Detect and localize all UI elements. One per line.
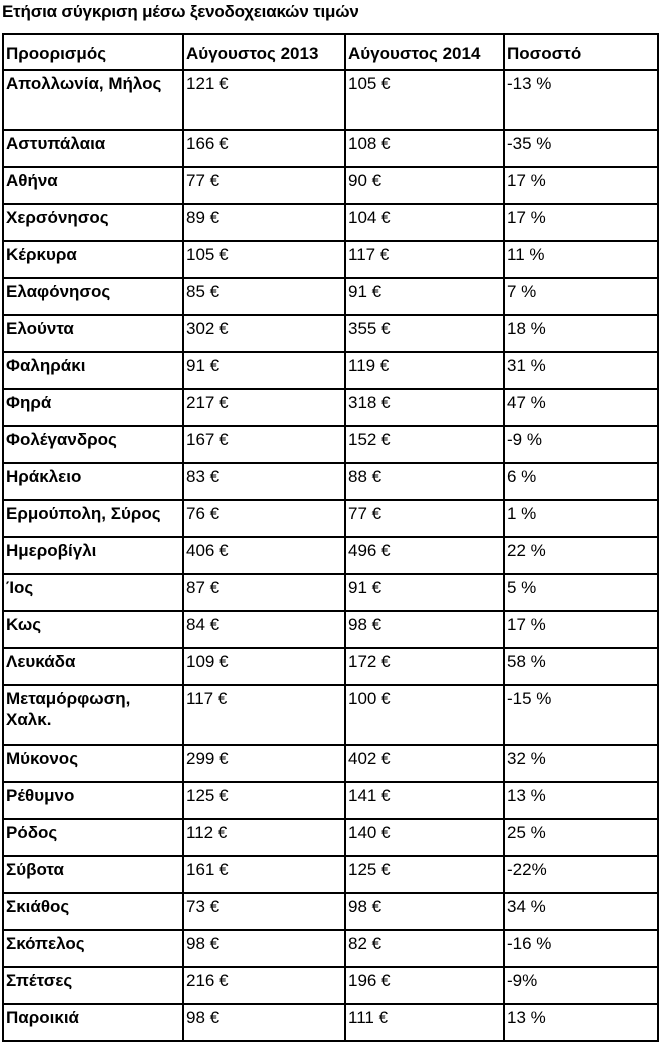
cell-percent: 32 % <box>504 745 658 782</box>
cell-destination: Ερμούπολη, Σύρος <box>3 500 183 537</box>
cell-destination: Ελαφόνησος <box>3 278 183 315</box>
cell-destination: Φαληράκι <box>3 352 183 389</box>
table-row <box>3 611 658 648</box>
table-row <box>3 70 658 130</box>
cell-destination: Ηράκλειο <box>3 463 183 500</box>
cell-aug-2014: 172 € <box>345 648 504 685</box>
cell-aug-2013: 91 € <box>183 352 345 389</box>
cell-destination: Ημεροβίγλι <box>3 537 183 574</box>
cell-percent: 13 % <box>504 782 658 819</box>
cell-aug-2013: 217 € <box>183 389 345 426</box>
price-comparison-table <box>2 33 659 1042</box>
cell-aug-2014: 105 € <box>345 70 504 130</box>
cell-destination: Σύβοτα <box>3 856 183 893</box>
table-row <box>3 893 658 930</box>
cell-percent: 1 % <box>504 500 658 537</box>
cell-aug-2013: 406 € <box>183 537 345 574</box>
cell-aug-2014: 90 € <box>345 167 504 204</box>
cell-destination: Αθήνα <box>3 167 183 204</box>
cell-percent: -13 % <box>504 70 658 130</box>
cell-destination: Απολλωνία, Μήλος <box>3 70 183 130</box>
table-row <box>3 352 658 389</box>
table-row <box>3 278 658 315</box>
cell-percent: 13 % <box>504 1004 658 1041</box>
cell-percent: 6 % <box>504 463 658 500</box>
cell-aug-2014: 88 € <box>345 463 504 500</box>
cell-aug-2014: 98 € <box>345 611 504 648</box>
cell-destination: Σκιάθος <box>3 893 183 930</box>
cell-aug-2014: 318 € <box>345 389 504 426</box>
cell-percent: 11 % <box>504 241 658 278</box>
cell-percent: 17 % <box>504 167 658 204</box>
page-title: Ετήσια σύγκριση μέσω ξενοδοχειακών τιμών <box>2 2 359 21</box>
cell-percent: -35 % <box>504 130 658 167</box>
cell-aug-2014: 108 € <box>345 130 504 167</box>
cell-percent: -16 % <box>504 930 658 967</box>
cell-destination: Χερσόνησος <box>3 204 183 241</box>
cell-percent: -22% <box>504 856 658 893</box>
table-row <box>3 574 658 611</box>
cell-aug-2014: 91 € <box>345 574 504 611</box>
cell-aug-2014: 196 € <box>345 967 504 1004</box>
cell-aug-2014: 77 € <box>345 500 504 537</box>
cell-destination: Μεταμόρφωση, Χαλκ. <box>3 685 183 745</box>
cell-aug-2013: 85 € <box>183 278 345 315</box>
table-row <box>3 389 658 426</box>
cell-percent: 17 % <box>504 204 658 241</box>
table-row <box>3 782 658 819</box>
cell-aug-2014: 152 € <box>345 426 504 463</box>
cell-destination: Φολέγανδρος <box>3 426 183 463</box>
cell-aug-2014: 91 € <box>345 278 504 315</box>
cell-aug-2013: 98 € <box>183 930 345 967</box>
cell-aug-2014: 125 € <box>345 856 504 893</box>
cell-aug-2013: 84 € <box>183 611 345 648</box>
cell-percent: 18 % <box>504 315 658 352</box>
table-row <box>3 204 658 241</box>
cell-percent: 5 % <box>504 574 658 611</box>
header-percent: Ποσοστό <box>504 34 658 70</box>
cell-percent: 17 % <box>504 611 658 648</box>
table-row <box>3 648 658 685</box>
cell-aug-2014: 104 € <box>345 204 504 241</box>
cell-aug-2013: 166 € <box>183 130 345 167</box>
table-row <box>3 856 658 893</box>
table-row <box>3 1004 658 1041</box>
header-row <box>3 34 658 70</box>
table-row <box>3 315 658 352</box>
header-destination: Προορισμός <box>3 34 183 70</box>
table-row <box>3 745 658 782</box>
cell-aug-2013: 89 € <box>183 204 345 241</box>
table-row <box>3 685 658 745</box>
cell-percent: -9 % <box>504 426 658 463</box>
cell-aug-2013: 121 € <box>183 70 345 130</box>
table-body <box>3 70 658 1041</box>
cell-aug-2013: 299 € <box>183 745 345 782</box>
cell-aug-2013: 105 € <box>183 241 345 278</box>
cell-aug-2013: 117 € <box>183 685 345 745</box>
table-row <box>3 241 658 278</box>
table-row <box>3 930 658 967</box>
table-row <box>3 130 658 167</box>
cell-aug-2014: 117 € <box>345 241 504 278</box>
table-row <box>3 967 658 1004</box>
cell-percent: 47 % <box>504 389 658 426</box>
header-aug-2014: Αύγουστος 2014 <box>345 34 504 70</box>
cell-percent: 34 % <box>504 893 658 930</box>
cell-aug-2013: 167 € <box>183 426 345 463</box>
cell-destination: Ρόδος <box>3 819 183 856</box>
cell-aug-2013: 112 € <box>183 819 345 856</box>
cell-aug-2014: 111 € <box>345 1004 504 1041</box>
cell-percent: 25 % <box>504 819 658 856</box>
cell-destination: Φηρά <box>3 389 183 426</box>
cell-destination: Ελούντα <box>3 315 183 352</box>
table-row <box>3 426 658 463</box>
cell-percent: 7 % <box>504 278 658 315</box>
cell-percent: -15 % <box>504 685 658 745</box>
cell-aug-2014: 141 € <box>345 782 504 819</box>
header-aug-2013: Αύγουστος 2013 <box>183 34 345 70</box>
cell-destination: Παροικιά <box>3 1004 183 1041</box>
cell-aug-2013: 77 € <box>183 167 345 204</box>
cell-aug-2014: 496 € <box>345 537 504 574</box>
cell-destination: Ίος <box>3 574 183 611</box>
cell-destination: Αστυπάλαια <box>3 130 183 167</box>
table-row <box>3 463 658 500</box>
table-header <box>3 34 658 70</box>
cell-aug-2013: 161 € <box>183 856 345 893</box>
cell-aug-2014: 119 € <box>345 352 504 389</box>
cell-percent: 31 % <box>504 352 658 389</box>
cell-destination: Λευκάδα <box>3 648 183 685</box>
cell-aug-2013: 302 € <box>183 315 345 352</box>
cell-aug-2014: 402 € <box>345 745 504 782</box>
cell-percent: 58 % <box>504 648 658 685</box>
cell-destination: Ρέθυμνο <box>3 782 183 819</box>
cell-aug-2013: 83 € <box>183 463 345 500</box>
cell-percent: -9% <box>504 967 658 1004</box>
cell-aug-2014: 100 € <box>345 685 504 745</box>
cell-aug-2013: 109 € <box>183 648 345 685</box>
cell-aug-2013: 125 € <box>183 782 345 819</box>
table-row <box>3 537 658 574</box>
cell-percent: 22 % <box>504 537 658 574</box>
cell-destination: Σκόπελος <box>3 930 183 967</box>
cell-aug-2014: 140 € <box>345 819 504 856</box>
cell-aug-2013: 76 € <box>183 500 345 537</box>
table-row <box>3 167 658 204</box>
cell-destination: Κως <box>3 611 183 648</box>
table-row <box>3 500 658 537</box>
cell-destination: Μύκονος <box>3 745 183 782</box>
cell-aug-2013: 216 € <box>183 967 345 1004</box>
cell-aug-2014: 82 € <box>345 930 504 967</box>
cell-aug-2013: 73 € <box>183 893 345 930</box>
cell-aug-2013: 87 € <box>183 574 345 611</box>
table-row <box>3 819 658 856</box>
cell-aug-2014: 355 € <box>345 315 504 352</box>
cell-destination: Σπέτσες <box>3 967 183 1004</box>
cell-aug-2014: 98 € <box>345 893 504 930</box>
cell-destination: Κέρκυρα <box>3 241 183 278</box>
cell-aug-2013: 98 € <box>183 1004 345 1041</box>
